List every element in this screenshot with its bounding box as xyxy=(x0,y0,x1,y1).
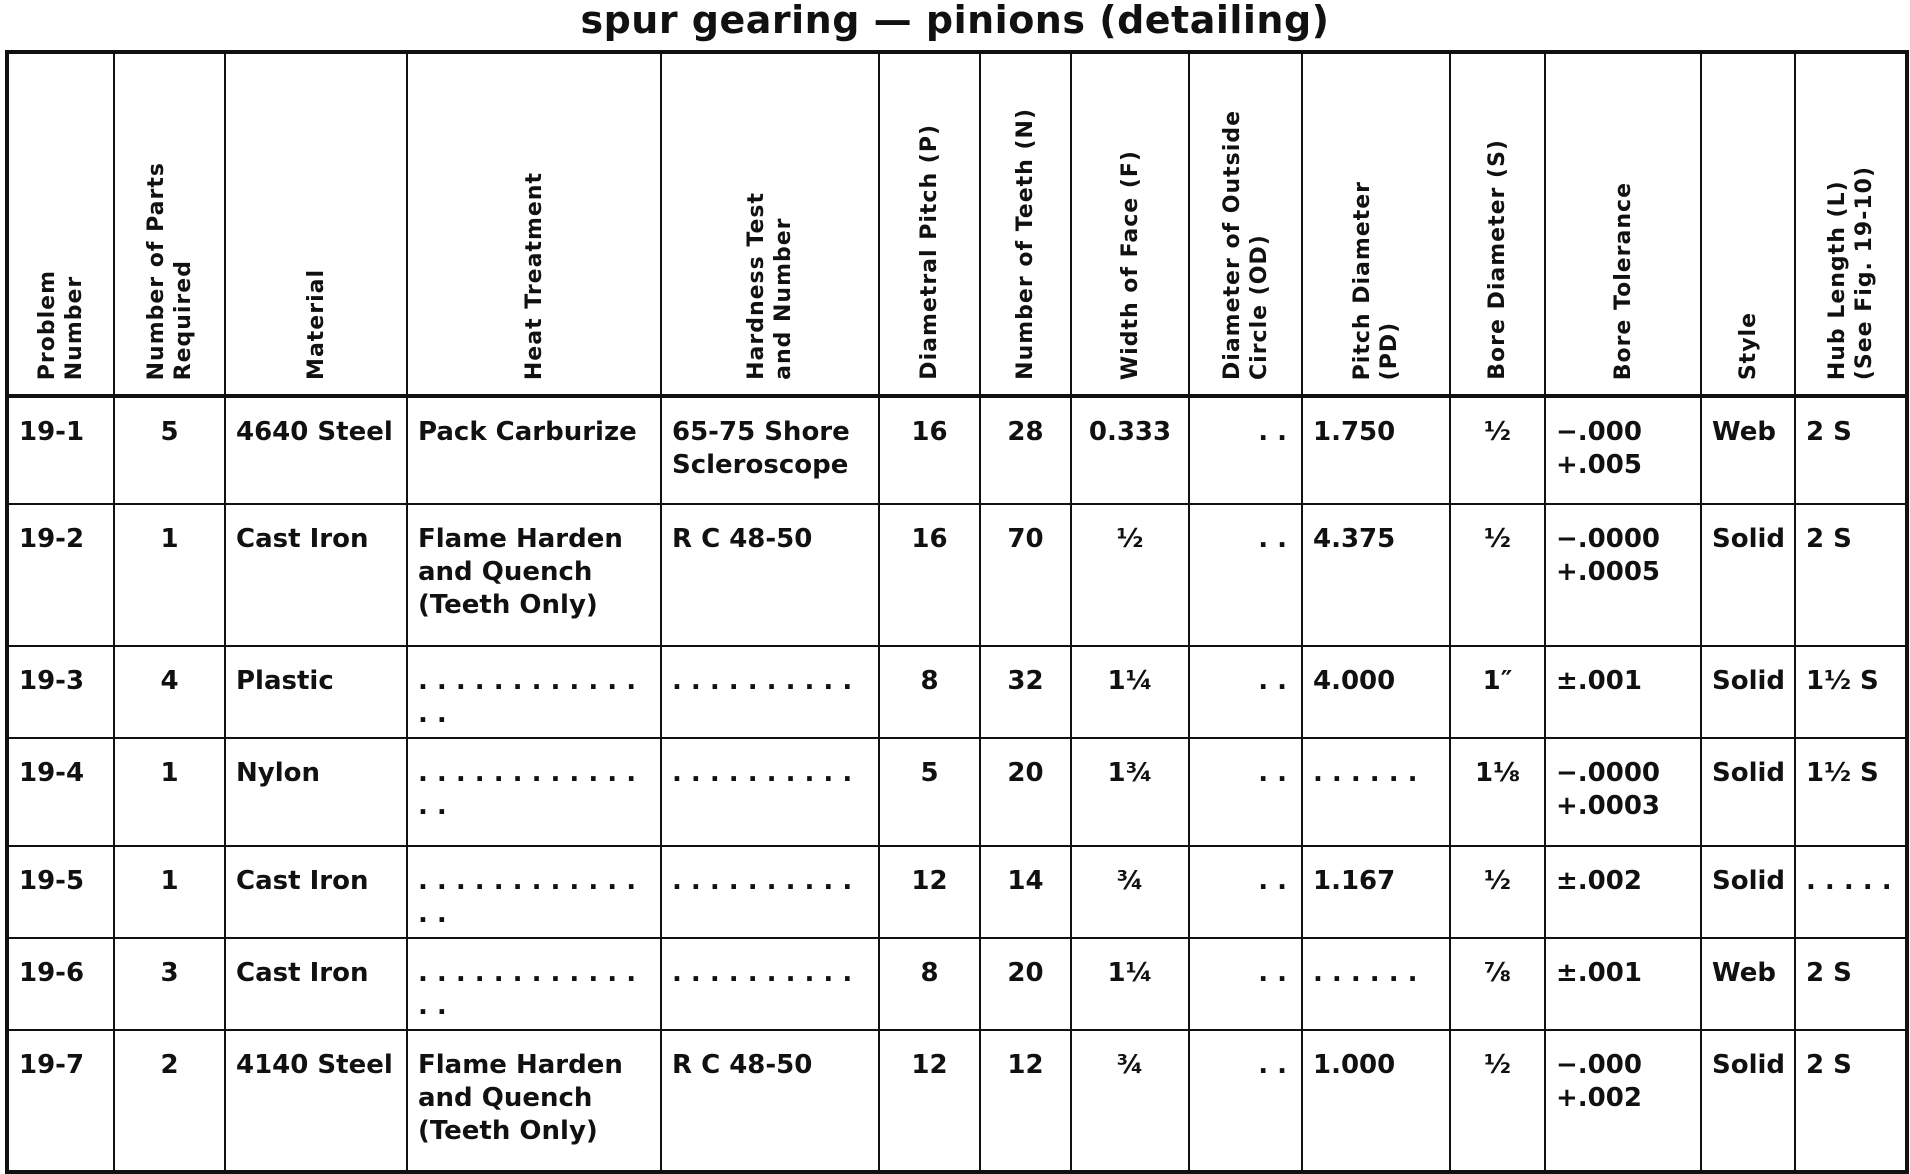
cell-hub-length: 2 S xyxy=(1795,504,1907,646)
cell-bore-diameter: ½ xyxy=(1450,846,1545,938)
cell-pitch-diameter: 1.000 xyxy=(1302,1030,1450,1172)
cell-hardness-test: 65-75 Shore Scleroscope xyxy=(661,396,879,504)
cell-style: Solid xyxy=(1701,738,1795,846)
cell-bore-tolerance: ±.001 xyxy=(1545,938,1701,1030)
cell-parts-required: 1 xyxy=(114,504,225,646)
cell-heat-treatment: . . . . . . . . . . . . . . xyxy=(407,646,661,738)
cell-bore-tolerance: −.000 +.002 xyxy=(1545,1030,1701,1172)
table-row xyxy=(7,846,1907,938)
cell-hub-length: 2 S xyxy=(1795,396,1907,504)
cell-bore-diameter: 1⅛ xyxy=(1450,738,1545,846)
header-bore-diameter: Bore Diameter (S) xyxy=(1450,52,1545,396)
header-width-of-face: Width of Face (F) xyxy=(1071,52,1189,396)
cell-pitch-diameter: . . . . . . xyxy=(1302,938,1450,1030)
cell-hub-length: 2 S xyxy=(1795,1030,1907,1172)
cell-hardness-test: R C 48-50 xyxy=(661,504,879,646)
header-hub-length: Hub Length (L) (See Fig. 19-10) xyxy=(1795,52,1907,396)
header-diametral-pitch: Diametral Pitch (P) xyxy=(879,52,980,396)
cell-material: Nylon xyxy=(225,738,407,846)
cell-width-of-face: ¾ xyxy=(1071,1030,1189,1172)
cell-problem-number: 19-5 xyxy=(7,846,114,938)
cell-width-of-face: ½ xyxy=(1071,504,1189,646)
cell-parts-required: 4 xyxy=(114,646,225,738)
header-style: Style xyxy=(1701,52,1795,396)
cell-style: Web xyxy=(1701,938,1795,1030)
cell-width-of-face: 0.333 xyxy=(1071,396,1189,504)
cell-problem-number: 19-4 xyxy=(7,738,114,846)
cell-diametral-pitch: 16 xyxy=(879,504,980,646)
cell-hub-length: 1½ S xyxy=(1795,646,1907,738)
cell-diametral-pitch: 8 xyxy=(879,646,980,738)
cell-material: 4140 Steel xyxy=(225,1030,407,1172)
cell-problem-number: 19-1 xyxy=(7,396,114,504)
cell-outside-diameter: . . xyxy=(1189,396,1302,504)
cell-pitch-diameter: 1.167 xyxy=(1302,846,1450,938)
cell-outside-diameter: . . xyxy=(1189,646,1302,738)
cell-bore-tolerance: ±.001 xyxy=(1545,646,1701,738)
cell-width-of-face: 1¾ xyxy=(1071,738,1189,846)
cell-outside-diameter: . . xyxy=(1189,846,1302,938)
cell-style: Solid xyxy=(1701,646,1795,738)
cell-style: Solid xyxy=(1701,1030,1795,1172)
header-pitch-diameter: Pitch Diameter (PD) xyxy=(1302,52,1450,396)
cell-width-of-face: 1¼ xyxy=(1071,938,1189,1030)
cell-parts-required: 5 xyxy=(114,396,225,504)
cell-style: Solid xyxy=(1701,846,1795,938)
table-row xyxy=(7,504,1907,646)
cell-number-of-teeth: 20 xyxy=(980,738,1071,846)
cell-diametral-pitch: 5 xyxy=(879,738,980,846)
header-heat-treatment: Heat Treatment xyxy=(407,52,661,396)
cell-material: 4640 Steel xyxy=(225,396,407,504)
cell-outside-diameter: . . xyxy=(1189,738,1302,846)
cell-parts-required: 3 xyxy=(114,938,225,1030)
cell-number-of-teeth: 28 xyxy=(980,396,1071,504)
table-row xyxy=(7,646,1907,738)
cell-hardness-test: . . . . . . . . . . xyxy=(661,738,879,846)
cell-outside-diameter: . . xyxy=(1189,938,1302,1030)
cell-heat-treatment: . . . . . . . . . . . . . . xyxy=(407,738,661,846)
pinion-spec-table xyxy=(5,50,1909,1174)
cell-diametral-pitch: 16 xyxy=(879,396,980,504)
cell-hardness-test: . . . . . . . . . . xyxy=(661,938,879,1030)
cell-bore-diameter: ½ xyxy=(1450,396,1545,504)
cell-problem-number: 19-2 xyxy=(7,504,114,646)
cell-style: Solid xyxy=(1701,504,1795,646)
cell-material: Plastic xyxy=(225,646,407,738)
cell-hardness-test: R C 48-50 xyxy=(661,1030,879,1172)
cell-material: Cast Iron xyxy=(225,938,407,1030)
cell-number-of-teeth: 14 xyxy=(980,846,1071,938)
cell-hardness-test: . . . . . . . . . . xyxy=(661,846,879,938)
cell-problem-number: 19-3 xyxy=(7,646,114,738)
header-problem-number: Problem Number xyxy=(7,52,114,396)
cell-width-of-face: ¾ xyxy=(1071,846,1189,938)
table-row xyxy=(7,938,1907,1030)
cell-width-of-face: 1¼ xyxy=(1071,646,1189,738)
table-row xyxy=(7,396,1907,504)
header-bore-tolerance: Bore Tolerance xyxy=(1545,52,1701,396)
cell-bore-diameter: ⅞ xyxy=(1450,938,1545,1030)
cell-pitch-diameter: . . . . . . xyxy=(1302,738,1450,846)
cell-style: Web xyxy=(1701,396,1795,504)
cell-hardness-test: . . . . . . . . . . xyxy=(661,646,879,738)
cell-pitch-diameter: 4.375 xyxy=(1302,504,1450,646)
cell-diametral-pitch: 8 xyxy=(879,938,980,1030)
cell-number-of-teeth: 20 xyxy=(980,938,1071,1030)
cell-number-of-teeth: 70 xyxy=(980,504,1071,646)
cell-outside-diameter: . . xyxy=(1189,504,1302,646)
cell-pitch-diameter: 4.000 xyxy=(1302,646,1450,738)
cell-hub-length: 1½ S xyxy=(1795,738,1907,846)
page-title: spur gearing — pinions (detailing) xyxy=(580,0,1330,42)
cell-material: Cast Iron xyxy=(225,846,407,938)
cell-heat-treatment: . . . . . . . . . . . . . . xyxy=(407,846,661,938)
table-row xyxy=(7,1030,1907,1172)
cell-bore-tolerance: −.0000 +.0003 xyxy=(1545,738,1701,846)
cell-problem-number: 19-6 xyxy=(7,938,114,1030)
table-row xyxy=(7,738,1907,846)
cell-number-of-teeth: 12 xyxy=(980,1030,1071,1172)
cell-pitch-diameter: 1.750 xyxy=(1302,396,1450,504)
header-material: Material xyxy=(225,52,407,396)
header-hardness-test: Hardness Test and Number xyxy=(661,52,879,396)
cell-problem-number: 19-7 xyxy=(7,1030,114,1172)
cell-heat-treatment: Flame Harden and Quench (Teeth Only) xyxy=(407,1030,661,1172)
header-row xyxy=(7,52,1907,396)
cell-hub-length: 2 S xyxy=(1795,938,1907,1030)
cell-number-of-teeth: 32 xyxy=(980,646,1071,738)
cell-bore-tolerance: −.0000 +.0005 xyxy=(1545,504,1701,646)
cell-heat-treatment: Pack Carburize xyxy=(407,396,661,504)
cell-diametral-pitch: 12 xyxy=(879,846,980,938)
cell-parts-required: 1 xyxy=(114,738,225,846)
cell-diametral-pitch: 12 xyxy=(879,1030,980,1172)
cell-bore-tolerance: ±.002 xyxy=(1545,846,1701,938)
cell-bore-diameter: ½ xyxy=(1450,504,1545,646)
header-outside-diameter: Diameter of Outside Circle (OD) xyxy=(1189,52,1302,396)
header-number-of-parts: Number of Parts Required xyxy=(114,52,225,396)
cell-bore-diameter: ½ xyxy=(1450,1030,1545,1172)
cell-material: Cast Iron xyxy=(225,504,407,646)
cell-heat-treatment: Flame Harden and Quench (Teeth Only) xyxy=(407,504,661,646)
cell-parts-required: 1 xyxy=(114,846,225,938)
header-number-of-teeth: Number of Teeth (N) xyxy=(980,52,1071,396)
cell-bore-diameter: 1″ xyxy=(1450,646,1545,738)
cell-bore-tolerance: −.000 +.005 xyxy=(1545,396,1701,504)
cell-hub-length: . . . . . xyxy=(1795,846,1907,938)
cell-outside-diameter: . . xyxy=(1189,1030,1302,1172)
cell-parts-required: 2 xyxy=(114,1030,225,1172)
cell-heat-treatment: . . . . . . . . . . . . . . xyxy=(407,938,661,1030)
